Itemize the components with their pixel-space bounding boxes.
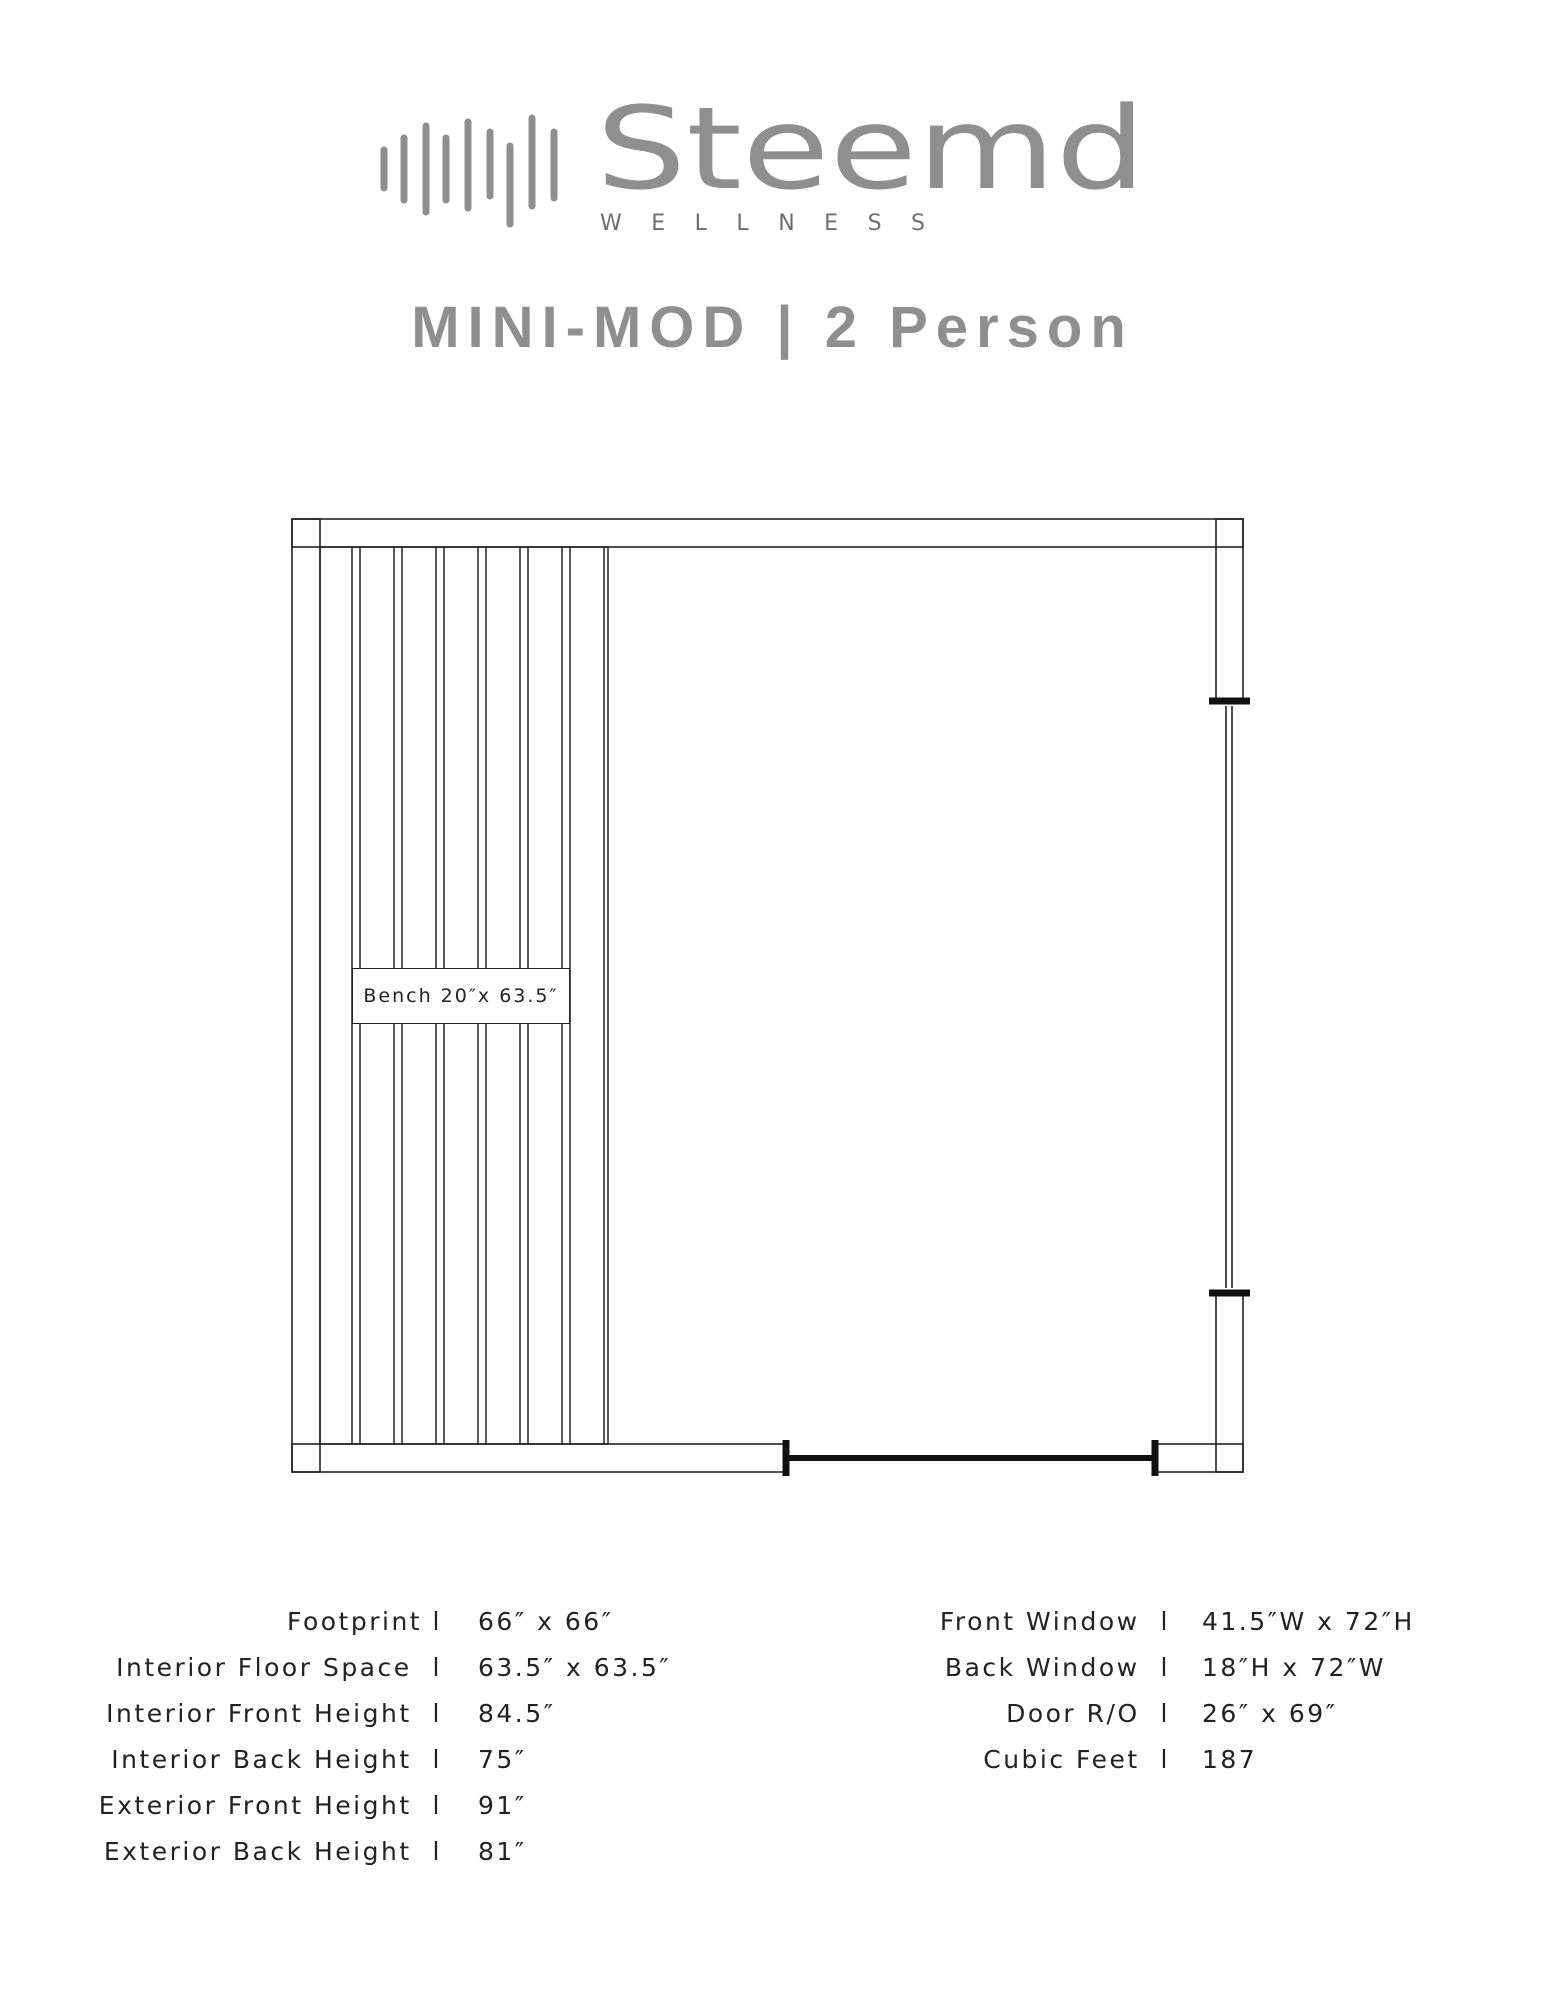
- spec-row: [80, 1736, 671, 1782]
- spec-label: Interior Front Height: [106, 1698, 412, 1728]
- spec-label: Cubic Feet: [983, 1744, 1140, 1774]
- spec-row: [860, 1644, 1415, 1690]
- spec-value: 26″ x 69″: [1202, 1698, 1338, 1728]
- bottom-wall-right: [1155, 1444, 1243, 1472]
- top-wall: [292, 519, 1243, 547]
- spec-row: [860, 1690, 1415, 1736]
- spec-value: 81″: [478, 1836, 527, 1866]
- spec-label: Front Window: [939, 1606, 1140, 1636]
- spec-separator: l: [1160, 1698, 1170, 1728]
- spec-separator: l: [432, 1698, 442, 1728]
- spec-label: Interior Back Height: [111, 1744, 412, 1774]
- spec-label: Door R/O: [1006, 1698, 1140, 1728]
- spec-separator: l: [432, 1744, 442, 1774]
- spec-row: [80, 1782, 671, 1828]
- spec-value: 66″ x 66″: [478, 1606, 614, 1636]
- spec-label: Interior Floor Space: [116, 1652, 412, 1682]
- spec-row: [860, 1598, 1415, 1644]
- spec-row: [860, 1736, 1415, 1782]
- specs-right: [860, 1598, 1415, 1782]
- spec-value: 187: [1202, 1744, 1258, 1774]
- right-wall-upper: [1216, 519, 1243, 700]
- spec-separator: l: [1160, 1652, 1170, 1682]
- spec-value: 75″: [478, 1744, 527, 1774]
- specs-left: [80, 1598, 671, 1874]
- spec-label: Exterior Front Height: [98, 1790, 412, 1820]
- spec-row: [80, 1828, 671, 1874]
- bench-label: Bench 20″x 63.5″: [352, 968, 570, 1024]
- spec-value: 63.5″ x 63.5″: [478, 1652, 672, 1682]
- spec-separator: l: [432, 1836, 442, 1866]
- spec-row: [80, 1598, 671, 1644]
- door-opening: [786, 1440, 1155, 1476]
- spec-separator: l: [432, 1652, 442, 1682]
- bottom-wall-left: [292, 1444, 786, 1472]
- spec-separator: l: [432, 1790, 442, 1820]
- brand-tagline: WELLNESS: [600, 211, 925, 236]
- spec-value: 91″: [478, 1790, 527, 1820]
- page-title: MINI-MOD | 2 Person: [411, 295, 1134, 360]
- spec-separator: l: [1160, 1744, 1170, 1774]
- spec-label: Back Window: [944, 1652, 1140, 1682]
- left-wall: [292, 519, 320, 1472]
- spec-separator: l: [432, 1606, 442, 1636]
- spec-label: Footprint: [286, 1606, 423, 1636]
- spec-row: [80, 1644, 671, 1690]
- right-wall-lower: [1216, 1294, 1243, 1472]
- spec-value: 41.5″W x 72″H: [1202, 1606, 1415, 1636]
- spec-value: 18″H x 72″W: [1202, 1652, 1387, 1682]
- spec-separator: l: [1160, 1606, 1170, 1636]
- brand-name: Steemd: [596, 82, 1146, 215]
- spec-row: [80, 1690, 671, 1736]
- spec-value: 84.5″: [478, 1698, 556, 1728]
- spec-label: Exterior Back Height: [103, 1836, 412, 1866]
